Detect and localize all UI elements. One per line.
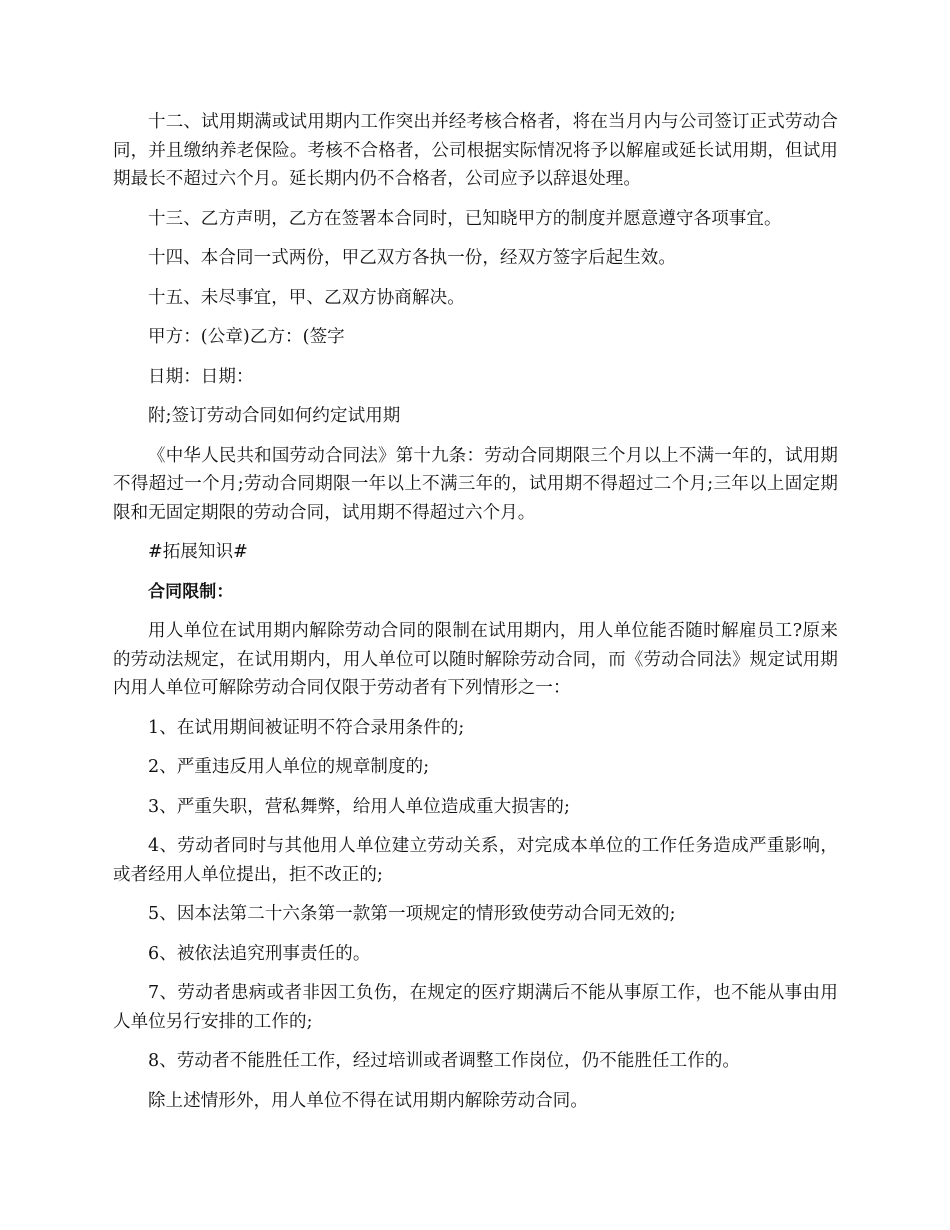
list-item-6: 6、被依法追究刑事责任的。 bbox=[148, 943, 371, 964]
contract-limit-heading: 合同限制： bbox=[148, 581, 234, 602]
clause-15: 十五、未尽事宜，甲、乙双方协商解决。 bbox=[148, 287, 465, 308]
extended-knowledge-tag: #拓展知识# bbox=[148, 542, 248, 562]
appendix-title: 附;签订劳动合同如何约定试用期 bbox=[148, 406, 401, 426]
list-item-2: 2、严重违反用人单位的规章制度的; bbox=[148, 757, 430, 777]
list-item-3: 3、严重失职，营私舞弊，给用人单位造成重大损害的; bbox=[148, 796, 571, 817]
date-line: 日期：日期： bbox=[148, 366, 254, 387]
signature-line: 甲方：(公章)乙方：(签字 bbox=[148, 327, 345, 347]
list-item-1: 1、在试用期间被证明不符合录用条件的; bbox=[148, 717, 465, 738]
clause-12: 十二、试用期满或试用期内工作突出并经考核合格者，将在当月内与公司签订正式劳动合同，并且缴纳养老保险。考核不合格者，公司根据实际情况将予以解雇或延长试用期，但试用期最长不超过六个月。延长期内仍不合格者，公司应予以辞退处理。 bbox=[113, 112, 838, 189]
clause-13: 十三、乙方声明，乙方在签署本合同时，已知晓甲方的制度并愿意遵守各项事宜。 bbox=[148, 208, 782, 229]
list-item-7: 7、劳动者患病或者非因工负伤，在规定的医疗期满后不能从事原工作，也不能从事由用人单位另行安排的工作的; bbox=[113, 983, 838, 1032]
law-article-19: 《中华人民共和国劳动合同法》第十九条：劳动合同期限三个月以上不满一年的，试用期不得超过一个月;劳动合同期限一年以上不满三年的，试用期不得超过二个月;三年以上固定期限和无固定期限的劳动合同，试用期不得超过六个月。 bbox=[113, 445, 838, 523]
document-page bbox=[113, 108, 838, 1126]
limit-intro: 用人单位在试用期内解除劳动合同的限制在试用期内，用人单位能否随时解雇员工?原来的劳动法规定，在试用期内，用人单位可以随时解除劳动合同，而《劳动合同法》规定试用期内用人单位可解除劳动合同仅限于劳动者有下列情形之一： bbox=[113, 621, 838, 698]
list-item-4: 4、劳动者同时与其他用人单位建立劳动关系，对完成本单位的工作任务造成严重影响，或者经用人单位提出，拒不改正的; bbox=[113, 836, 838, 885]
closing-statement: 除上述情形外，用人单位不得在试用期内解除劳动合同。 bbox=[148, 1090, 588, 1111]
list-item-8: 8、劳动者不能胜任工作，经过培训或者调整工作岗位，仍不能胜任工作的。 bbox=[148, 1051, 741, 1071]
list-item-5: 5、因本法第二十六条第一款第一项规定的情形致使劳动合同无效的; bbox=[148, 904, 676, 924]
clause-14: 十四、本合同一式两份，甲乙双方各执一份，经双方签字后起生效。 bbox=[148, 248, 676, 268]
